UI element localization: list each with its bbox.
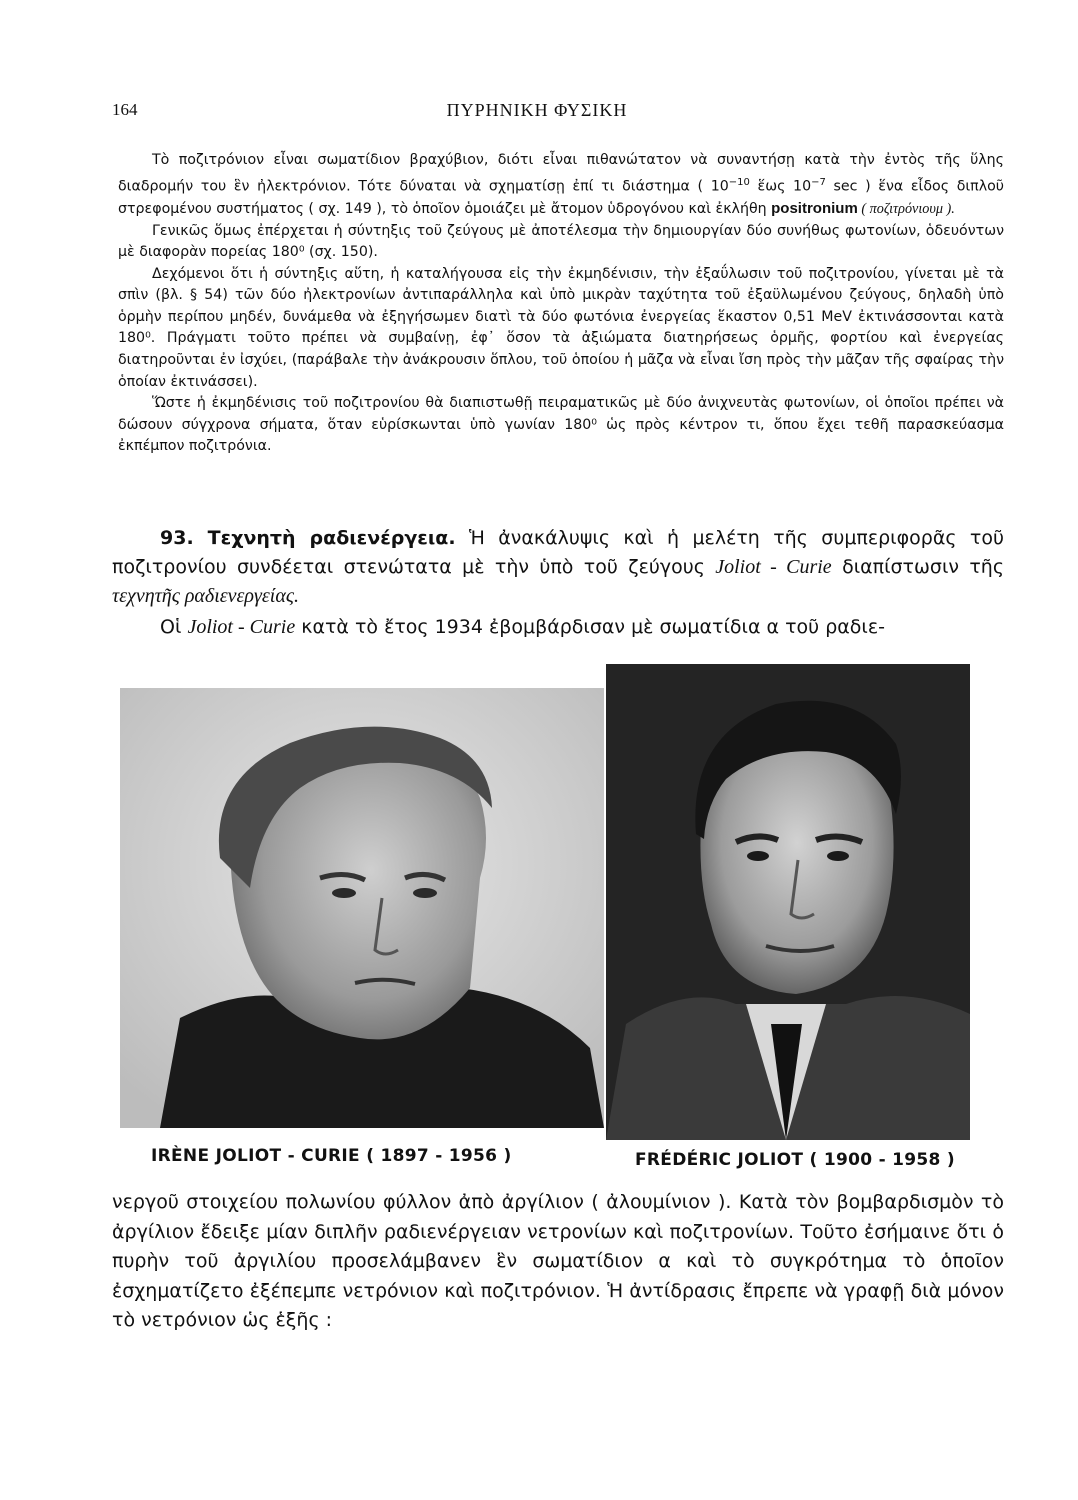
s93-text-b: διαπίστωσιν τῆς — [831, 556, 1005, 578]
p1-text-c: sec ) ἕνα εἶδος διπλοῦ στρεφομένου συστήματος ( σχ. 149 ), τὸ ὁποῖον ὁμοιάζει μὲ ἄτομον ὑδρογόνου καὶ ἐκλήθη — [118, 178, 1005, 217]
term-artificial-radioactivity: τεχνητῆς ραδιενεργείας. — [112, 585, 299, 607]
p1-text-b: ἕως 10 — [749, 178, 812, 195]
name-joliot-curie-2: Joliot - Curie — [187, 616, 296, 638]
s93-text-a: Ἡ ἀνακάλυψις καὶ ἡ μελέτη τῆς συμπεριφορᾶς τοῦ ποζιτρονίου συνδέεται στενώτατα μὲ τὴν ὑπὸ τοῦ ζεύγους — [112, 527, 1004, 578]
p1-text-a: Τὸ ποζιτρόνιον εἶναι σωματίδιον βραχύβιον, διότι εἶναι πιθανώτατον νὰ συναντήσῃ κατὰ τὴν ἐντὸς τῆς ὕλης διαδρομήν του ἓν ἠλεκτρόνιον. Τότε δύναται νὰ σχηματίσῃ ἐπί τι διάστημα ( 10 — [118, 152, 1004, 195]
running-title: ΠΥΡΗΝΙΚΗ ΦΥΣΙΚΗ — [446, 100, 628, 120]
page-header — [112, 100, 962, 130]
s93-p2-text: κατὰ τὸ ἔτος 1934 ἐβομβάρδισαν μὲ σωματίδια α τοῦ ραδιε- — [295, 616, 885, 638]
continuation-paragraph — [112, 1188, 1004, 1336]
paragraph-spin: Δεχόμενοι ὅτι ἡ σύντηξις αὕτη, ἡ καταλήγουσα εἰς τὴν ἐκμηδένισιν, τὴν ἐξαΰλωσιν τοῦ ποζιτρονίου, γίνεται μὲ τὰ σπὶν (βλ. § 54) τῶν δύο ἠλεκτρονίων ἀντιπαράλληλα καὶ ὑπὸ μικρὰν ταχύτητα τοῦ ἐξαϋλωμένου ζεύγους, δηλαδὴ ὑπὸ ὁρμὴν περίπου μηδέν, δυνάμεθα νὰ ἐξηγήσωμεν διατὶ τὰ δύο φωτόνια ἐνεργείας ἕκαστον 0,51 MeV ἐκτινάσσονται κατὰ 180⁰. Πράγματι τοῦτο πρέπει νὰ συμβαίνῃ, ἐφ᾽ ὅσον τὰ ἀξιώματα διατηρήσεως ὁρμῆς, φορτίου καὶ ἐνεργείας διατηροῦνται ἐν ἰσχύει, (παράβαλε τὴν ἀνάκρουσιν ὅπλου, τοῦ ὁποίου ἡ μᾶζα νὰ εἶναι ἴση πρὸς τὴν μᾶζαν τῆς σφαίρας τὴν ὁποίαν ἐκτινάσσει). — [118, 265, 1004, 390]
exponent-a: −10 — [728, 176, 750, 188]
small-print-block — [118, 150, 1004, 458]
section-93-paragraph-2 — [112, 613, 1004, 642]
photo-irene-joliot-curie — [120, 688, 604, 1128]
paragraph-annihilation: Γενικῶς ὅμως ἐπέρχεται ἡ σύντηξις τοῦ ζεύγους μὲ ἀποτέλεσμα τὴν δημιουργίαν δύο συνήθως φωτονίων, ὁδευόντων μὲ διαφορὰν πορείας 180⁰ (σχ. 150). — [118, 222, 1004, 261]
name-joliot-curie-1: Joliot - Curie — [715, 556, 832, 578]
portrait-irene-graphic — [120, 688, 604, 1128]
section-heading: 93. Τεχνητὴ ραδιενέργεια. — [160, 527, 456, 549]
portrait-frederic-graphic — [606, 664, 970, 1140]
s93-p2-start: Οἱ — [160, 616, 188, 638]
page-number: 164 — [112, 100, 138, 119]
photo-frederic-joliot — [606, 664, 970, 1140]
paragraph-detection: Ὥστε ἡ ἐκμηδένισις τοῦ ποζιτρονίου θὰ διαπιστωθῇ πειραματικῶς μὲ δύο ἀνιχνευτὰς φωτονίων, οἱ ὁποῖοι πρέπει νὰ δώσουν σύγχρονα σήματα, ὅταν εὑρίσκωνται ὑπὸ γωνίαν 180⁰ ὡς πρὸς κέντρον τι, ὅπου ἔχει τεθῆ παρασκεύασμα ἐκπέμπον ποζιτρόνια. — [118, 395, 1004, 455]
caption-frederic: FRÉDÉRIC JOLIOT ( 1900 - 1958 ) — [635, 1150, 955, 1170]
section-93 — [112, 524, 1004, 642]
exponent-b: −7 — [811, 176, 826, 188]
paragraph-positronium — [118, 150, 1004, 221]
continuation-text: νεργοῦ στοιχείου πολωνίου φύλλον ἀπὸ ἀργίλιον ( ἀλουμίνιον ). Κατὰ τὸν βομβαρδισμὸν τὸ ἀργίλιον ἔδειξε μίαν διπλῆν ραδιενέργειαν νετρονίων καὶ ποζιτρονίων. Τοῦτο ἐσήμαινε ὅτι ὁ πυρὴν τοῦ ἀργιλίου προσελάμβανεν ἓν σωματίδιον α καὶ τὸ συγκρότημα τὸ ὁποῖον ἐσχηματίζετο ἐξέπεμπε νετρόνιον καὶ ποζιτρόνιον. Ἡ ἀντίδρασις ἔπρεπε νὰ γραφῇ διὰ μόνον τὸ νετρόνιον ὡς ἑξῆς : — [112, 1191, 1004, 1331]
term-positronium-greek: ( ποζιτρόνιουμ ). — [857, 200, 955, 217]
caption-irene: IRÈNE JOLIOT - CURIE ( 1897 - 1956 ) — [151, 1146, 512, 1166]
term-positronium: positronium — [771, 199, 858, 217]
section-93-paragraph-1 — [112, 524, 1004, 611]
